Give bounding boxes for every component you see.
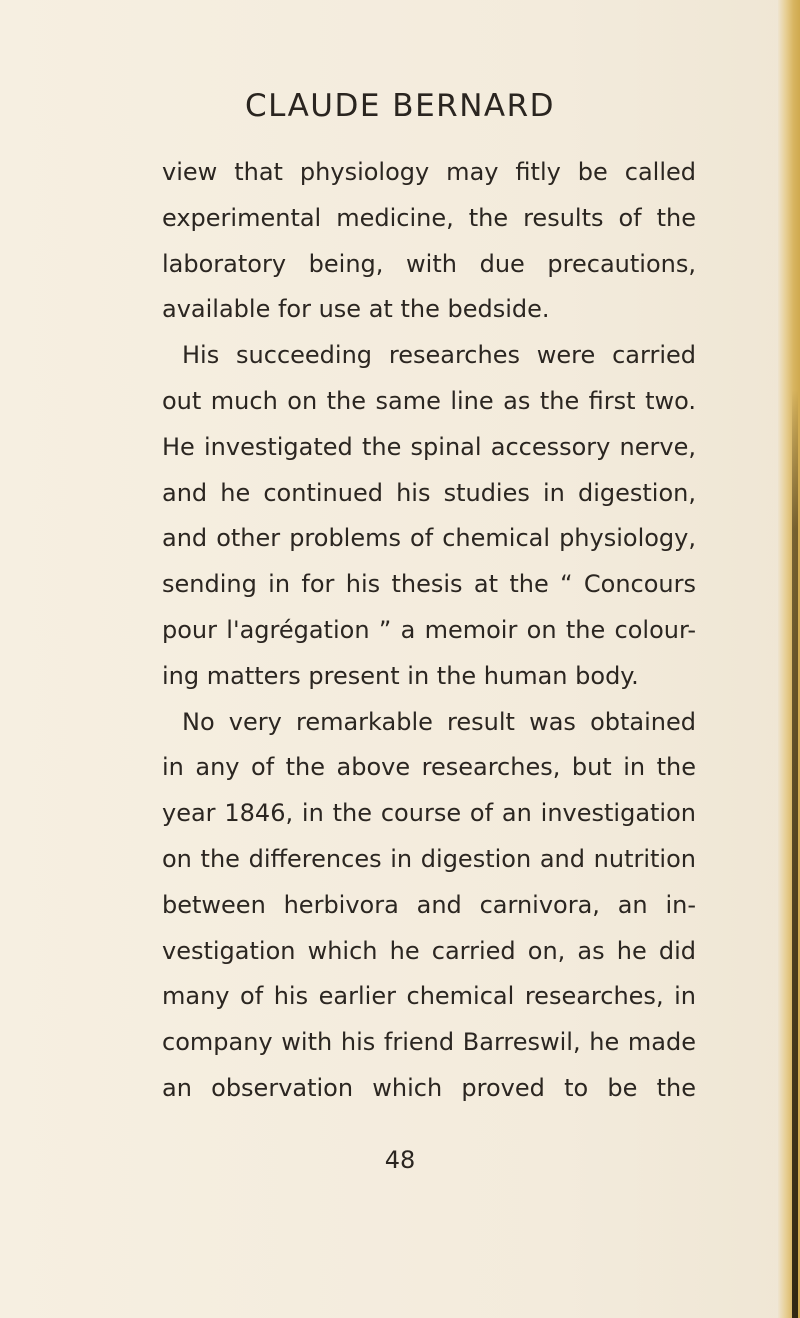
- page-number: 48: [384, 1146, 416, 1174]
- text-line: year 1846, in the course of an investigation: [162, 799, 696, 828]
- text-line: an observation which proved to be the: [162, 1073, 696, 1102]
- text-line: He investigated the spinal accessory nerve,: [162, 432, 696, 461]
- text-line: pour l'agrégation ” a memoir on the colour-: [162, 615, 696, 644]
- text-line: company with his friend Barreswil, he made: [162, 1028, 696, 1057]
- text-line: vestigation which he carried on, as he did: [162, 936, 696, 965]
- text-line: His succeeding researches were carried: [182, 341, 696, 370]
- text-line: between herbivora and carnivora, an in-: [162, 890, 696, 919]
- text-line: in any of the above researches, but in the: [162, 753, 696, 782]
- text-line: on the differences in digestion and nutrition: [162, 844, 696, 873]
- text-line: experimental medicine, the results of the: [162, 203, 696, 232]
- running-head: CLAUDE BERNARD: [244, 88, 556, 124]
- text-line: out much on the same line as the first two.: [162, 386, 696, 415]
- text-line: laboratory being, with due precautions,: [162, 249, 696, 278]
- text-line: sending in for his thesis at the “ Concours: [162, 570, 696, 599]
- text-line: many of his earlier chemical researches, in: [162, 982, 696, 1011]
- text-line: ing matters present in the human body.: [162, 661, 639, 690]
- text-line: view that physiology may fitly be called: [162, 158, 696, 186]
- text-line: available for use at the bedside.: [162, 295, 550, 324]
- body-text: [162, 150, 696, 1112]
- text-line: No very remarkable result was obtained: [182, 707, 696, 736]
- text-line: and he continued his studies in digestion,: [162, 478, 696, 507]
- text-line: and other problems of chemical physiology,: [162, 524, 696, 553]
- page-edge-shadow: [792, 390, 798, 1318]
